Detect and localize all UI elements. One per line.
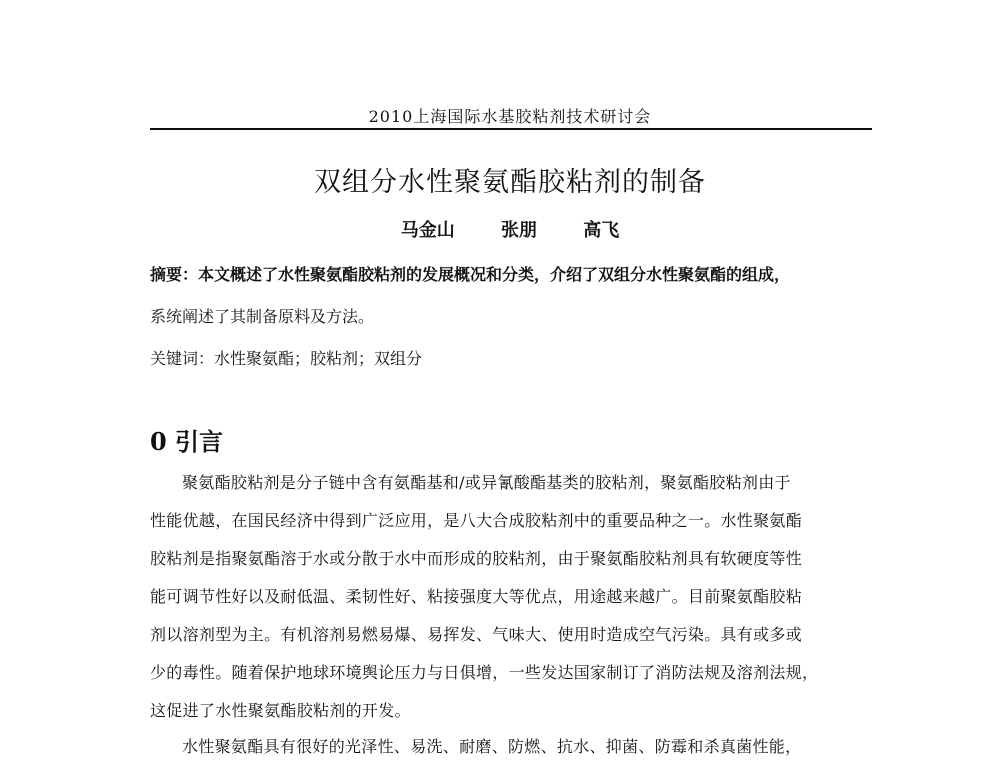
running-header: 2010上海国际水基胶粘剂技术研讨会 (368, 107, 652, 126)
author-name: 张朋 (501, 220, 537, 241)
keywords-line (150, 346, 870, 369)
keywords-text: 水性聚氨酯；胶粘剂；双组分 (214, 349, 423, 368)
abstract-line-2: 系统阐述了其制备原料及方法。 (150, 307, 375, 326)
section-heading: 0 引言 (150, 427, 224, 456)
header-rule (150, 128, 872, 130)
paragraph-line: 能可调节性好以及耐低温、柔韧性好、粘接强度大等优点，用途越来越广。目前聚氨酯胶粘 (150, 587, 803, 606)
abstract-text: 本文概述了水性聚氨酯胶粘剂的发展概况和分类，介绍了双组分水性聚氨酯的组成， (198, 265, 791, 284)
paragraph-line: 水性聚氨酯具有很好的光泽性、易洗、耐磨、防燃、抗水、抑菌、防霉和杀真菌性能， (182, 737, 802, 756)
paragraph-line: 剂以溶剂型为主。有机溶剂易燃易爆、易挥发、气味大、使用时造成空气污染。具有或多或 (150, 625, 803, 644)
paper-title: 双组分水性聚氨酯胶粘剂的制备 (314, 167, 706, 198)
keywords-label: 关键词： (150, 349, 215, 368)
paragraph-line: 性能优越，在国民经济中得到广泛应用，是八大合成胶粘剂中的重要品种之一。水性聚氨酯 (150, 511, 803, 530)
abstract-label: 摘要： (150, 265, 199, 284)
paragraph-line: 这促进了水性聚氨酯胶粘剂的开发。 (150, 701, 411, 720)
author-name: 马金山 (400, 220, 455, 241)
paragraph-line: 少的毒性。随着保护地球环境舆论压力与日俱增，一些发达国家制订了消防法规及溶剂法规， (150, 663, 819, 682)
abstract-line-1 (150, 262, 870, 285)
author-list (150, 216, 870, 242)
paragraph-line: 胶粘剂是指聚氨酯溶于水或分散于水中而形成的胶粘剂，由于聚氨酯胶粘剂具有软硬度等性 (150, 549, 803, 568)
paragraph-line: 聚氨酯胶粘剂是分子链中含有氨酯基和/或异氰酸酯基类的胶粘剂，聚氨酯胶粘剂由于 (182, 473, 791, 492)
author-name: 高飞 (583, 220, 620, 241)
